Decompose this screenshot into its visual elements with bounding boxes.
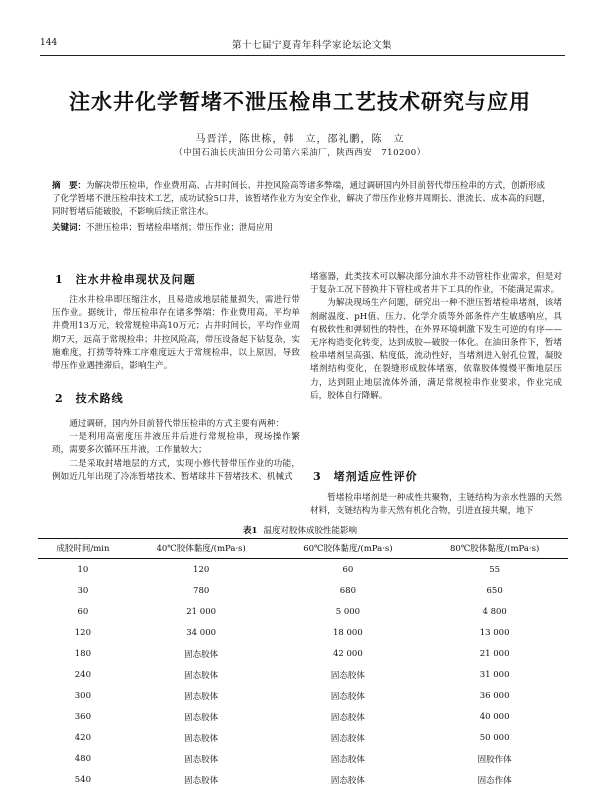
table-cell: 固态胶体 <box>184 775 219 786</box>
table-cell: 480 <box>74 753 91 764</box>
paragraph: 为解决现场生产问题，研究出一种不泄压暂堵检串堵剂，该堵剂耐温度、pH值、压力、化学介质等外部条件产生敏感响应，具有极软性和弹韧性的特性，在外界环境刺激下发生可逆的有序——无序构造变化转变，达到成胶—破胶一体化。在油田条件下，暂堵检串堵剂呈高强、粘度低，流动性好，当堵剂进入射孔位置，凝胶堵剂结构变化，在裂缝形成胶体堵塞，依靠胶体慢慢平衡地层压力，达到阻止地层流体外涌，满足常规检串作业要求，作业完成后，胶体自行降解。 <box>310 298 562 401</box>
header-rule <box>40 55 565 56</box>
table-cell: 55 <box>489 564 501 575</box>
table-row <box>38 706 568 727</box>
table-row <box>38 643 568 664</box>
authors: 马晋洋，陈世栋，韩 立，邵礼鹏，陈 立 <box>195 134 405 145</box>
right-column-top <box>310 271 562 403</box>
table-cell: 固态胶体 <box>184 649 219 660</box>
table-row <box>38 580 568 601</box>
table-row <box>38 748 568 769</box>
right-column-section-3 <box>310 492 562 518</box>
table-cell: 21 000 <box>186 606 217 617</box>
table-cell: 固态胶体 <box>330 691 365 702</box>
table-cell: 650 <box>486 585 503 596</box>
table-cell: 40 000 <box>479 711 510 722</box>
table-cell: 固态胶体 <box>184 712 219 723</box>
paragraph: 堵塞器，此类技术可以解决部分油水井不动管柱作业需求，但是对于复杂工况下替换井下管柱或者井下工具的作业，不能满足需求。 <box>310 272 562 296</box>
table-cell: 34 000 <box>186 627 217 638</box>
table-cell: 780 <box>193 585 210 596</box>
table-cell: 18 000 <box>333 627 363 638</box>
keywords <box>52 221 552 233</box>
abstract <box>52 180 552 219</box>
abstract-label: 摘 要： <box>52 181 87 191</box>
section-1-heading: 1 注水井检串现状及问题 <box>55 273 196 286</box>
paragraph: 暂堵检串堵剂是一种成性共聚物，主链结构为亲水性器的天然材料，支链结构为非天然有机化合物，引进直接共聚，地下 <box>310 493 562 517</box>
table-cell: 固态作体 <box>477 775 512 786</box>
table-cell: 36 000 <box>479 690 510 701</box>
paper-title: 注水井化学暂堵不泄压检串工艺技术研究与应用 <box>69 89 531 114</box>
journal-title: 第十七届宁夏青年科学家论坛论文集 <box>232 40 393 51</box>
table-cell: 固态胶体 <box>184 733 219 744</box>
table-cell: 120 <box>193 564 210 575</box>
left-column-section-1 <box>52 294 300 373</box>
table-cell: 680 <box>339 585 356 596</box>
table-cell: 5 000 <box>335 606 361 617</box>
section-3-heading: 3 堵剂适应性评价 <box>313 470 418 483</box>
table-cell: 42 000 <box>333 648 363 659</box>
paragraph: 注水井检串即压缩注水，且易造成地层能量损失，需进行带压作业。据统计，带压检串存在诸多弊端：作业费用高，平均单井费用13万元，较常规检串高10万元；占井时间长，平均作业周期7天，远高于常规检串；井控风险高，带压设备起下钻复杂，实施难度，打捞等特殊工序难度远大于常规检串，以上原因，导致带压作业遇挫滞后，影响生产。 <box>52 295 300 372</box>
table-cell: 固态胶体 <box>184 691 219 702</box>
table-cell: 360 <box>74 711 91 722</box>
paragraph: 通过调研，国内外目前替代带压检串的方式主要有两种： <box>69 419 285 429</box>
table-cell: 240 <box>74 669 91 680</box>
page-number: 144 <box>40 38 58 48</box>
table-cell: 固胶作体 <box>477 754 512 765</box>
table-cell: 10 <box>77 564 89 575</box>
keywords-label: 关键词： <box>52 223 87 233</box>
table-row <box>38 601 568 622</box>
paragraph: 二是采取封堵地层的方式，实现小修代替带压作业的功能，例如近几年出现了冷冻暂堵技术、暂堵球井下替堵技术、机械式 <box>52 458 300 482</box>
table-row <box>38 559 568 581</box>
table-cell: 300 <box>74 690 91 701</box>
table-caption <box>0 524 600 536</box>
table-header-cell: 成胶时间/min <box>38 539 128 559</box>
table-cell: 540 <box>74 774 91 785</box>
table-row <box>38 727 568 748</box>
affiliation: （中国石油长庆油田分公司第六采油厂，陕西西安 710200） <box>174 148 426 158</box>
table-row <box>38 622 568 643</box>
viscosity-table <box>38 538 568 790</box>
keywords-text: 不泄压检串；暂堵检串堵剂；带压作业；泄局应用 <box>86 223 274 233</box>
table-cell: 固态胶体 <box>330 670 365 681</box>
table-cell: 180 <box>74 648 91 659</box>
table-header-cell: 40℃胶体黏度/(mPa·s) <box>128 539 275 559</box>
table-cell: 60 <box>342 564 354 575</box>
table-cell: 31 000 <box>479 669 510 680</box>
table-row <box>38 769 568 790</box>
paragraph: 一是利用高密度压井液压井后进行常规检串，现场操作繁琐，需要多次循环压井液，工作量较大； <box>52 432 300 456</box>
table-cell: 60 <box>77 606 89 617</box>
table-cell: 4 800 <box>482 606 507 617</box>
left-column-section-2 <box>52 418 300 484</box>
table-header-cell: 80℃胶体黏度/(mPa·s) <box>421 539 568 559</box>
table-cell: 固态胶体 <box>330 712 365 723</box>
abstract-text: 为解决带压检串，作业费用高、占井时间长、井控风险高等诸多弊端，通过调研国内外目前替代带压检串的方式，创新形成了化学暂堵不泄压检串技术工艺，成功试验5口井，该暂堵作业方为安全作业，解决了带压作业修井周期长、泄流长、成本高的问题，同时暂堵后能破胶，不影响后续正常注水。 <box>52 181 551 217</box>
table-cell: 固态胶体 <box>330 733 365 744</box>
table-cell: 固态胶体 <box>184 754 219 765</box>
table-cell: 固态胶体 <box>184 670 219 681</box>
table-caption-text: 温度对胶体成胶性能影响 <box>263 526 357 536</box>
table-cell: 50 000 <box>479 732 510 743</box>
table-header-cell: 60℃胶体黏度/(mPa·s) <box>275 539 422 559</box>
table-row <box>38 664 568 685</box>
table-cell: 21 000 <box>479 648 510 659</box>
table-cell: 120 <box>74 627 91 638</box>
table-cell: 固态胶体 <box>330 754 365 765</box>
table-cell: 420 <box>74 732 91 743</box>
section-2-heading: 2 技术路线 <box>55 392 124 405</box>
table-cell: 固态胶体 <box>330 775 365 786</box>
table-header-row <box>38 539 568 559</box>
table-row <box>38 685 568 706</box>
table-caption-label: 表1 <box>243 526 258 536</box>
table-cell: 30 <box>77 585 89 596</box>
table-cell: 13 000 <box>479 627 510 638</box>
